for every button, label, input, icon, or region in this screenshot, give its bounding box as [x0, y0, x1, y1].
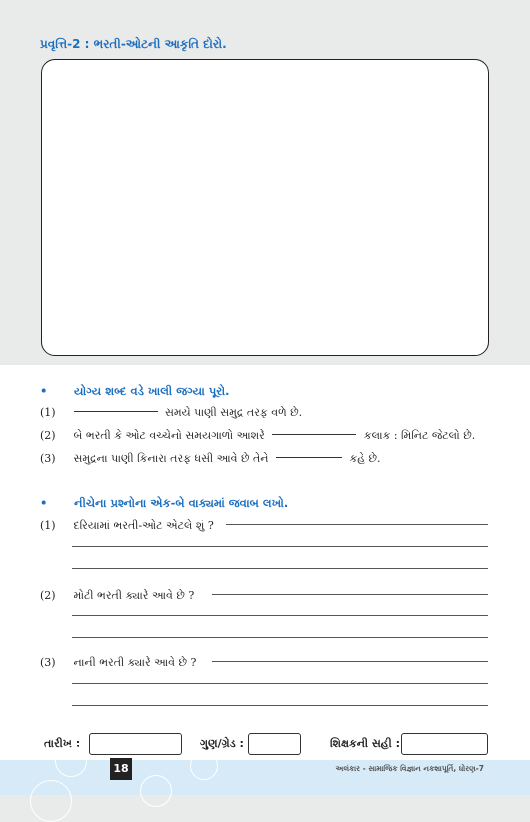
fill-blank-item-1	[40, 406, 302, 420]
question-1	[40, 519, 214, 533]
item-number: (3)	[40, 452, 56, 465]
item-text-after: કલાક : મિનિટ જેટલો છે.	[363, 429, 476, 442]
blank-field[interactable]	[276, 457, 342, 458]
decorative-circle	[190, 752, 218, 780]
answer-line[interactable]	[72, 615, 488, 616]
item-number: (1)	[40, 406, 56, 419]
fill-blank-item-3	[40, 452, 381, 466]
item-text-after: કહે છે.	[349, 452, 381, 465]
short-answers-heading-text: નીચેના પ્રશ્નોના એક-બે વાક્યમાં જવાબ લખો.	[74, 496, 289, 510]
question-3	[40, 656, 196, 670]
decorative-circle	[55, 745, 87, 777]
question-text: દરિયામાં ભરતી-ઓટ એટલે શું ?	[73, 519, 214, 532]
date-field[interactable]	[89, 733, 182, 755]
question-number: (3)	[40, 656, 56, 669]
decorative-circle	[140, 775, 172, 807]
bullet-icon: •	[40, 384, 48, 398]
grade-label: ગુણ/ગ્રેડ :	[200, 737, 244, 750]
question-number: (2)	[40, 589, 56, 602]
fill-blanks-heading-text: યોગ્ય શબ્દ વડે ખાલી જગ્યા પૂરો.	[74, 384, 230, 398]
page-number: 18	[110, 758, 132, 780]
short-answers-heading	[40, 496, 288, 511]
answer-line[interactable]	[72, 546, 488, 547]
fill-blanks-heading	[40, 384, 229, 399]
question-2	[40, 589, 194, 603]
activity-title: પ્રવૃત્તિ-2 : ભરતી-ઓટની આકૃતિ દોરો.	[40, 37, 227, 51]
answer-line[interactable]	[226, 524, 488, 525]
bullet-icon: •	[40, 496, 48, 510]
answer-line[interactable]	[212, 661, 488, 662]
drawing-area[interactable]	[41, 59, 489, 356]
book-title: અલંકાર - સામાજિક વિજ્ઞાન નકશાપૂર્તિ, ધોરણ-7	[335, 764, 484, 773]
answer-line[interactable]	[212, 594, 488, 595]
item-text-before: સમુદ્રના પાણી કિનારા તરફ ધસી આવે છે તેને	[73, 452, 269, 465]
signature-field[interactable]	[401, 733, 488, 755]
answer-line[interactable]	[72, 568, 488, 569]
fill-blank-item-2	[40, 429, 475, 443]
blank-field[interactable]	[272, 434, 356, 435]
signature-label: શિક્ષકની સહી :	[330, 737, 400, 750]
date-label: તારીખ :	[44, 737, 81, 750]
question-text: મોટી ભરતી ક્યારે આવે છે ?	[73, 589, 195, 602]
answer-line[interactable]	[72, 683, 488, 684]
answer-line[interactable]	[72, 705, 488, 706]
item-text-before: બે ભરતી કે ઓટ વચ્ચેનો સમયગાળો આશરે	[73, 429, 265, 442]
question-number: (1)	[40, 519, 56, 532]
blank-field[interactable]	[74, 411, 158, 412]
decorative-circle	[30, 780, 72, 822]
question-text: નાની ભરતી ક્યારે આવે છે ?	[73, 656, 197, 669]
item-text-after: સમયે પાણી સમુદ્ર તરફ વળે છે.	[165, 406, 303, 419]
item-number: (2)	[40, 429, 56, 442]
answer-line[interactable]	[72, 637, 488, 638]
grade-field[interactable]	[248, 733, 301, 755]
